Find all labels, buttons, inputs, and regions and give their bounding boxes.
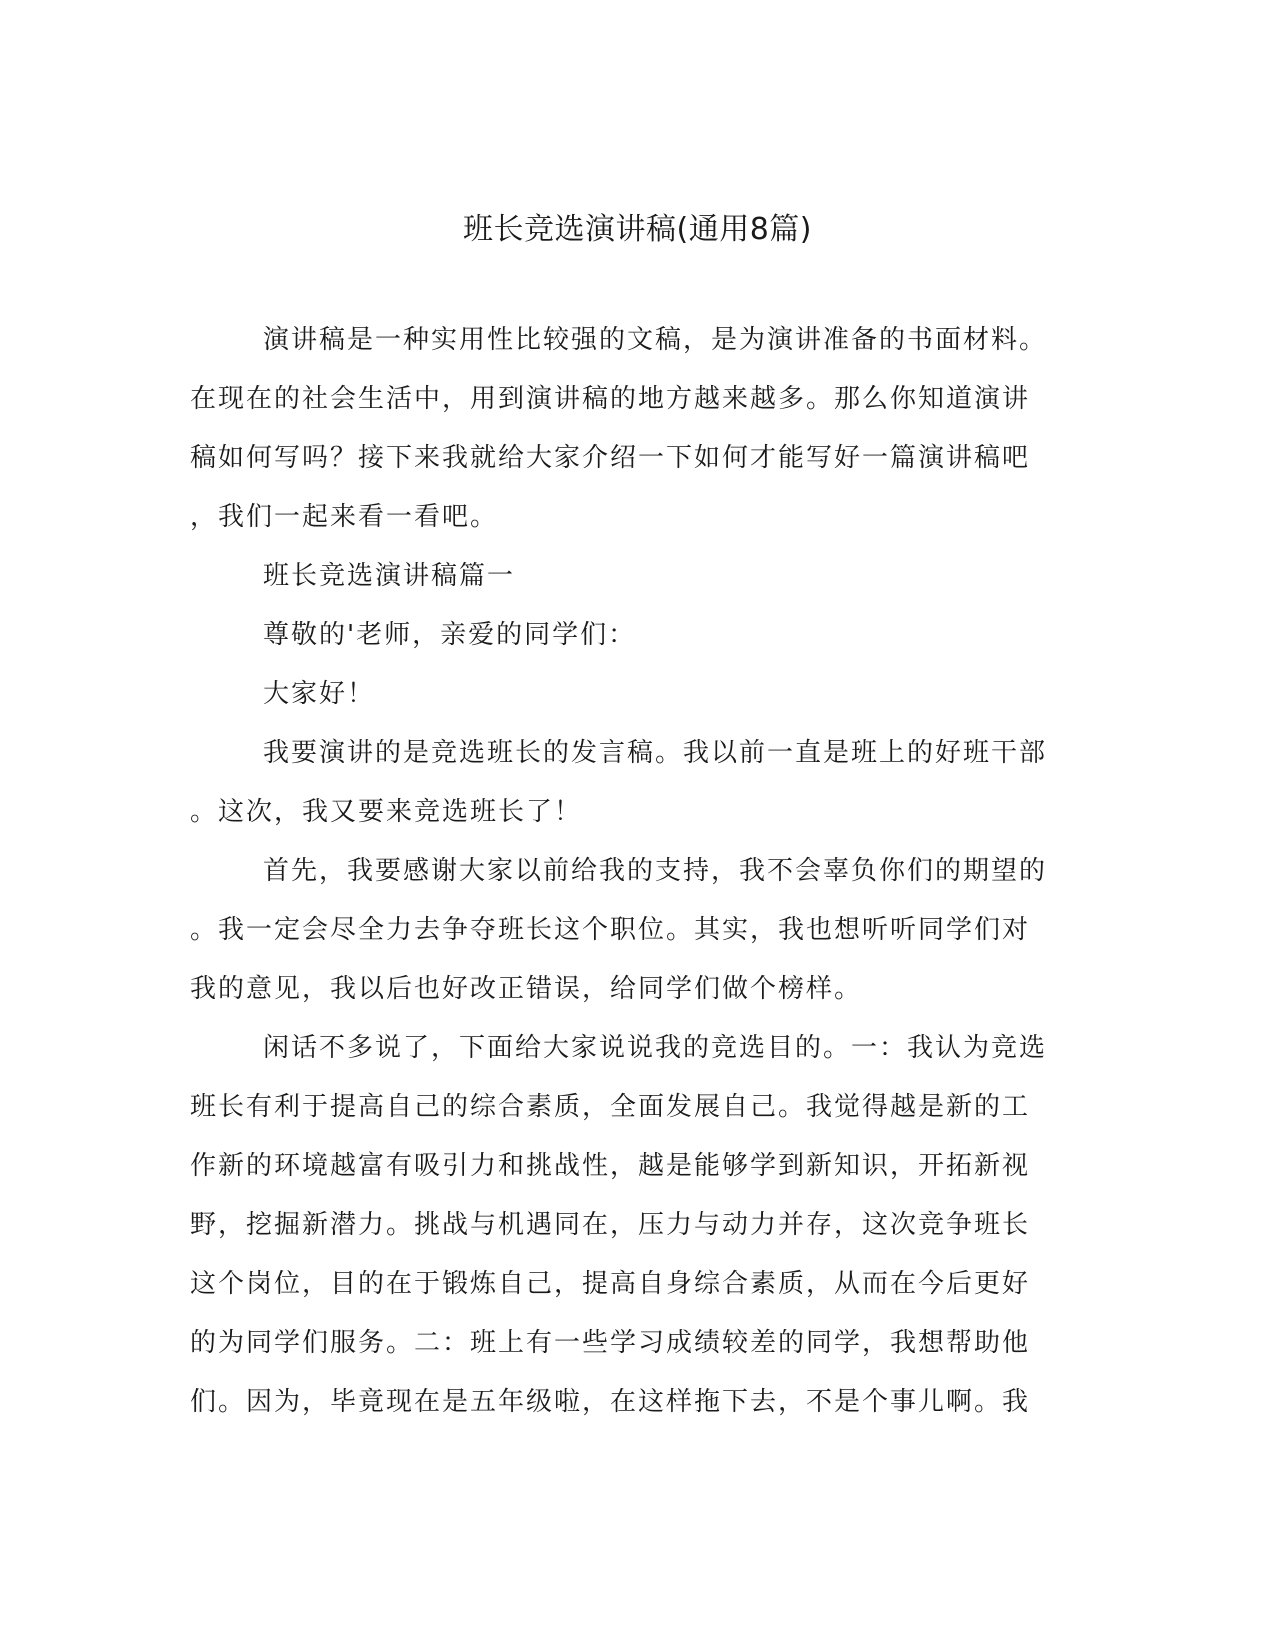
paragraph-line: 在现在的社会生活中，用到演讲稿的地方越来越多。那么你知道演讲 [190, 384, 1031, 414]
paragraph-line: 这个岗位，目的在于锻炼自己，提高自身综合素质，从而在今后更好 [190, 1269, 1031, 1299]
document-title: 班长竞选演讲稿(通用8篇) [463, 212, 812, 247]
paragraph-line: 演讲稿是一种实用性比较强的文稿，是为演讲准备的书面材料。 [263, 325, 1048, 355]
paragraph-line: 我的意见，我以后也好改正错误，给同学们做个榜样。 [190, 974, 863, 1004]
paragraph-line: 。这次，我又要来竞选班长了！ [190, 797, 583, 827]
paragraph-line: 我要演讲的是竞选班长的发言稿。我以前一直是班上的好班干部 [263, 738, 1048, 768]
paragraph-line: 们。因为，毕竟现在是五年级啦，在这样拖下去，不是个事儿啊。我 [190, 1387, 1031, 1417]
salutation-line: 尊敬的'老师，亲爱的同学们： [263, 620, 637, 650]
paragraph-line: 班长有利于提高自己的综合素质，全面发展自己。我觉得越是新的工 [190, 1092, 1031, 1122]
paragraph-line: 闲话不多说了，下面给大家说说我的竞选目的。一：我认为竞选 [263, 1033, 1048, 1063]
greeting-line: 大家好！ [263, 679, 376, 709]
paragraph-line: 作新的环境越富有吸引力和挑战性，越是能够学到新知识，开拓新视 [190, 1151, 1031, 1181]
paragraph-line: 稿如何写吗？接下来我就给大家介绍一下如何才能写好一篇演讲稿吧 [190, 443, 1031, 473]
paragraph-line: 。我一定会尽全力去争夺班长这个职位。其实，我也想听听同学们对 [190, 915, 1031, 945]
section-heading: 班长竞选演讲稿篇一 [263, 561, 516, 591]
paragraph-line: 首先，我要感谢大家以前给我的支持，我不会辜负你们的期望的 [263, 856, 1048, 886]
paragraph-line: 的为同学们服务。二：班上有一些学习成绩较差的同学，我想帮助他 [190, 1328, 1031, 1358]
paragraph-line: 野，挖掘新潜力。挑战与机遇同在，压力与动力并存，这次竞争班长 [190, 1210, 1031, 1240]
paragraph-line: ，我们一起来看一看吧。 [190, 502, 499, 532]
